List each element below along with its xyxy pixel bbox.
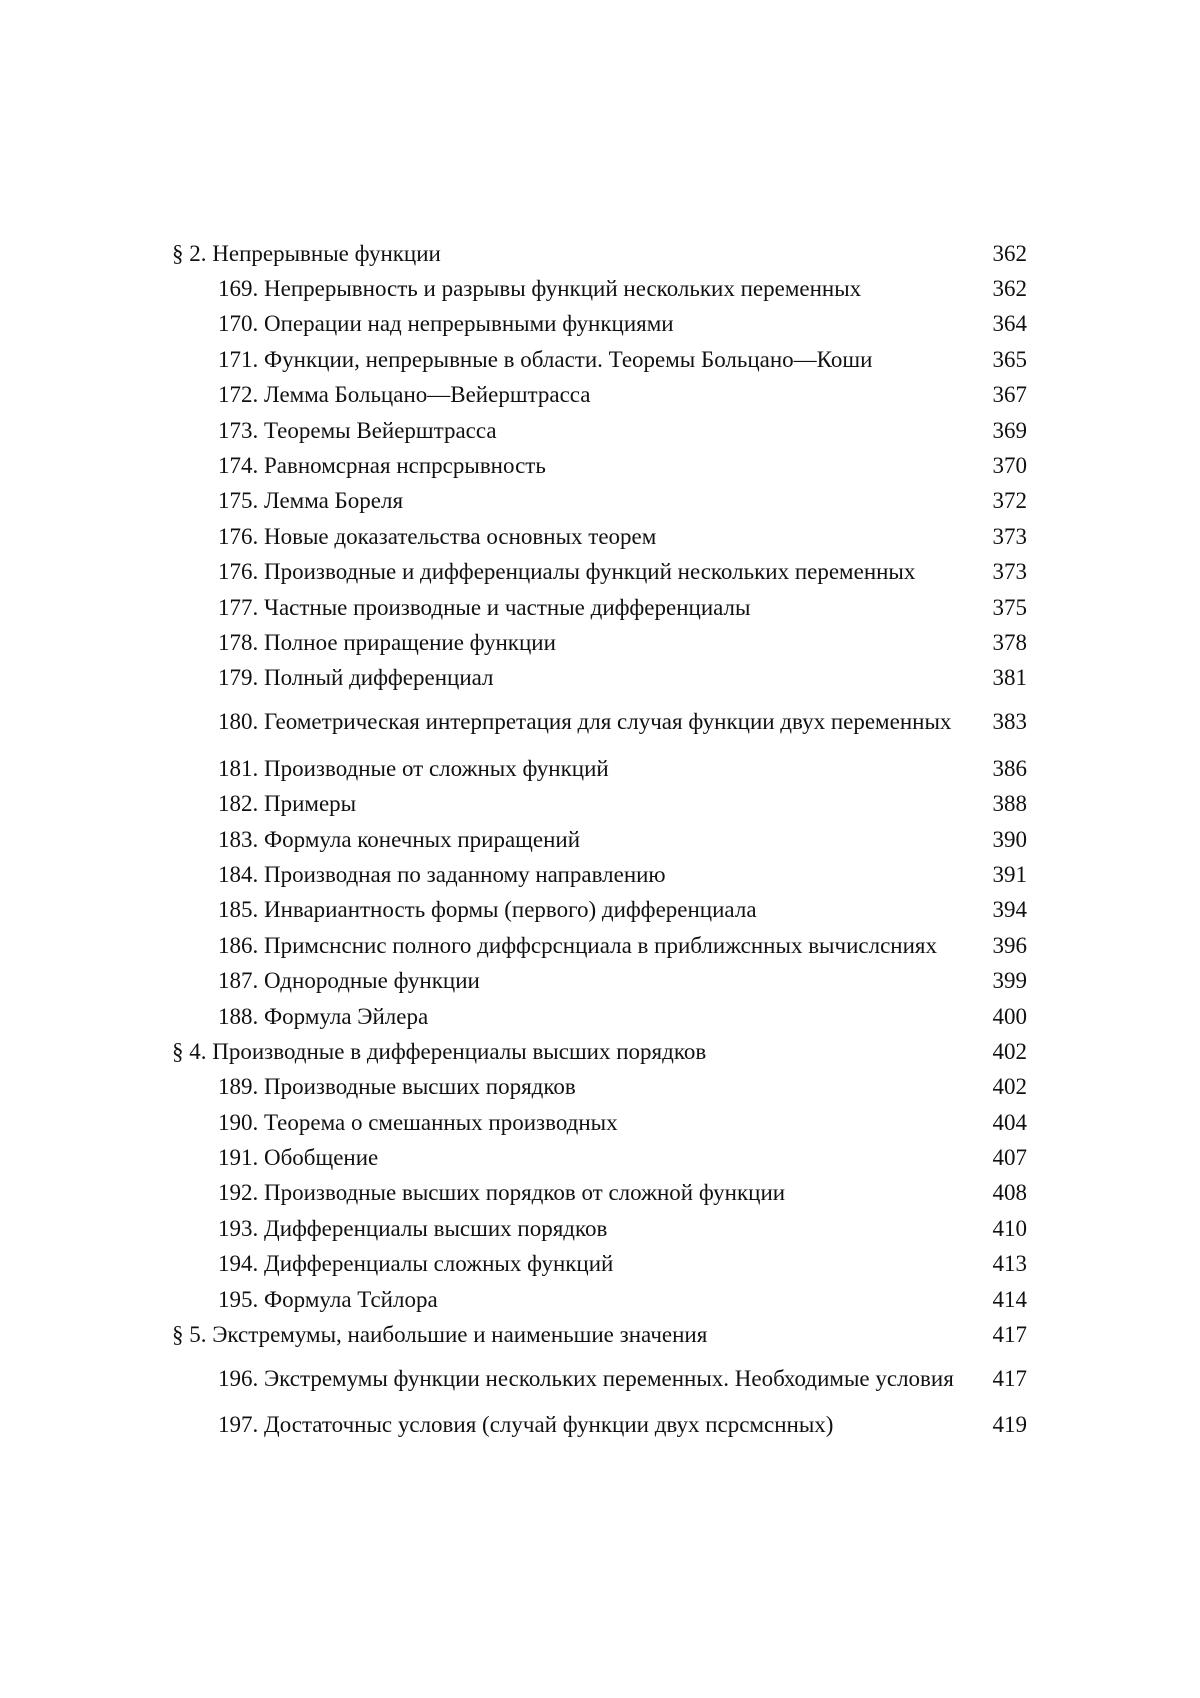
toc-section-row bbox=[172, 236, 1027, 271]
toc-entry-title: Функции, непрерывные в области. Теоремы Больцано—Коши bbox=[264, 346, 873, 372]
toc-entry-text bbox=[218, 594, 983, 622]
toc-entry-title: Частные производные и частные дифференциалы bbox=[264, 594, 751, 620]
toc-entry-row bbox=[172, 1353, 1027, 1405]
toc-entry-title: Достаточныс условия (случай функции двух псрсмснных) bbox=[264, 1412, 834, 1438]
toc-entry-number: 180. bbox=[218, 709, 264, 735]
toc-page-number: 372 bbox=[992, 488, 1027, 514]
toc-entry-number: § 4. bbox=[172, 1038, 213, 1064]
toc-entry-row bbox=[172, 1176, 1027, 1211]
toc-entry-row bbox=[172, 661, 1027, 696]
toc-entry-text bbox=[218, 487, 983, 515]
toc-entry-text bbox=[218, 967, 983, 995]
toc-entry-row bbox=[172, 307, 1027, 342]
toc-entry-title: Производные высших порядков bbox=[264, 1074, 576, 1100]
toc-page-number: 402 bbox=[992, 1038, 1027, 1064]
toc-entry-title: Дифференциалы сложных функций bbox=[264, 1251, 614, 1277]
toc-entry-text bbox=[218, 1144, 983, 1172]
toc-entry-row bbox=[172, 378, 1027, 413]
toc-page-number: 375 bbox=[992, 594, 1027, 620]
toc-entry-row bbox=[172, 413, 1027, 448]
toc-entry-number: 184. bbox=[218, 861, 264, 887]
toc-page-number: 386 bbox=[992, 755, 1027, 781]
toc-entry-number: 188. bbox=[218, 1003, 264, 1029]
toc-entry-row bbox=[172, 751, 1027, 786]
toc-entry-title: Экстремумы функции нескольких переменных. Необходимые условия bbox=[264, 1365, 954, 1391]
toc-entry-row bbox=[172, 271, 1027, 306]
toc-entry-number: 191. bbox=[218, 1145, 264, 1171]
toc-entry-number: 170. bbox=[218, 311, 264, 337]
toc-entry-text bbox=[218, 1411, 983, 1439]
toc-entry-text bbox=[218, 310, 983, 338]
toc-entry-title: Непрерывность и разрывы функций нескольких переменных bbox=[264, 276, 862, 302]
toc-entry-row bbox=[172, 786, 1027, 821]
toc-entry-number: 194. bbox=[218, 1251, 264, 1277]
toc-page-number: 404 bbox=[992, 1109, 1027, 1135]
toc-entry-text bbox=[172, 1321, 983, 1349]
toc-page-number: 381 bbox=[992, 665, 1027, 691]
toc-entry-title: Производные и дифференциалы функций нескольких переменных bbox=[264, 559, 916, 585]
toc-entry-row bbox=[172, 1211, 1027, 1246]
toc-entry-text bbox=[218, 1003, 983, 1031]
toc-entry-text bbox=[218, 1109, 983, 1137]
toc-entry-title: Производная по заданному направлению bbox=[264, 861, 666, 887]
toc-page-number: 417 bbox=[992, 1322, 1027, 1348]
toc-entry-title: Непрерывные функции bbox=[212, 240, 441, 266]
table-of-contents bbox=[172, 236, 1027, 1443]
toc-entry-title: Производные высших порядков от сложной функции bbox=[264, 1180, 786, 1206]
toc-page-number: 364 bbox=[992, 311, 1027, 337]
toc-entry-text bbox=[218, 709, 983, 735]
toc-entry-number: 182. bbox=[218, 791, 264, 817]
toc-entry-text bbox=[218, 417, 983, 445]
toc-page-number: 373 bbox=[992, 523, 1027, 549]
toc-entry-number: 173. bbox=[218, 417, 264, 443]
toc-entry-row bbox=[172, 555, 1027, 590]
toc-entry-text bbox=[218, 346, 983, 374]
toc-page-number: 408 bbox=[992, 1180, 1027, 1206]
toc-entry-title: Формула конечных приращений bbox=[264, 826, 581, 852]
toc-entry-row bbox=[172, 448, 1027, 483]
toc-page-number: 362 bbox=[992, 276, 1027, 302]
toc-entry-row bbox=[172, 625, 1027, 660]
toc-entry-title: Формула Тсйлора bbox=[264, 1286, 438, 1312]
toc-entry-title: Примснснис полного диффсрснциала в приближснных вычислсниях bbox=[264, 932, 937, 958]
toc-entry-number: 185. bbox=[218, 897, 264, 923]
toc-entry-number: 183. bbox=[218, 826, 264, 852]
toc-page-number: 390 bbox=[992, 826, 1027, 852]
toc-page-number: 383 bbox=[992, 709, 1027, 735]
toc-page-number: 413 bbox=[992, 1251, 1027, 1277]
toc-entry-title: Экстремумы, наибольшие и наименьшие значения bbox=[212, 1322, 708, 1348]
toc-section-row bbox=[172, 1317, 1027, 1352]
toc-entry-title: Полный дифференциал bbox=[264, 665, 494, 691]
toc-entry-number: 172. bbox=[218, 382, 264, 408]
toc-entry-row bbox=[172, 822, 1027, 857]
toc-entry-text bbox=[218, 629, 983, 657]
toc-entry-row bbox=[172, 928, 1027, 963]
toc-page-number: 388 bbox=[992, 791, 1027, 817]
toc-page-number: 365 bbox=[992, 346, 1027, 372]
toc-entry-row bbox=[172, 1105, 1027, 1140]
toc-page-number: 400 bbox=[992, 1003, 1027, 1029]
toc-entry-title: Полное приращение функции bbox=[264, 629, 556, 655]
toc-entry-text bbox=[172, 1038, 983, 1066]
toc-entry-number: 197. bbox=[218, 1412, 264, 1438]
toc-entry-title: Примеры bbox=[264, 791, 357, 817]
toc-entry-text bbox=[172, 240, 983, 268]
toc-page-number: 396 bbox=[992, 932, 1027, 958]
toc-entry-text bbox=[218, 826, 983, 854]
toc-page-number: 378 bbox=[992, 629, 1027, 655]
toc-entry-number: 181. bbox=[218, 755, 264, 781]
toc-entry-text bbox=[218, 1366, 983, 1392]
toc-entry-title: Новые доказательства основных теорем bbox=[264, 523, 657, 549]
toc-entry-text bbox=[218, 381, 983, 409]
toc-entry-row bbox=[172, 1408, 1027, 1443]
toc-entry-row bbox=[172, 696, 1027, 748]
toc-entry-number: 177. bbox=[218, 594, 264, 620]
toc-entry-text bbox=[218, 664, 983, 692]
toc-entry-text bbox=[218, 1250, 983, 1278]
toc-section-row bbox=[172, 1034, 1027, 1069]
toc-entry-title: Дифференциалы высших порядков bbox=[264, 1215, 608, 1241]
toc-entry-title: Формула Эйлера bbox=[264, 1003, 429, 1029]
toc-entry-text bbox=[218, 790, 983, 818]
toc-page-number: 414 bbox=[992, 1286, 1027, 1312]
toc-entry-title: Однородные функции bbox=[264, 968, 480, 994]
toc-entry-text bbox=[218, 755, 983, 783]
toc-page-number: 399 bbox=[992, 968, 1027, 994]
toc-entry-title: Лемма Больцано—Вейерштрасса bbox=[264, 382, 591, 408]
toc-page-number: 370 bbox=[992, 453, 1027, 479]
toc-entry-row bbox=[172, 519, 1027, 554]
toc-page-number: 394 bbox=[992, 897, 1027, 923]
toc-entry-row bbox=[172, 893, 1027, 928]
toc-entry-text bbox=[218, 1073, 983, 1101]
toc-entry-title: Геометрическая интерпретация для случая функции двух переменных bbox=[264, 709, 952, 735]
toc-entry-number: 171. bbox=[218, 346, 264, 372]
toc-entry-row bbox=[172, 590, 1027, 625]
toc-page-number: 407 bbox=[992, 1145, 1027, 1171]
toc-entry-row bbox=[172, 963, 1027, 998]
toc-entry-title: Теоремы Вейерштрасса bbox=[264, 417, 497, 443]
toc-entry-title: Производные в дифференциалы высших порядков bbox=[212, 1038, 707, 1064]
toc-entry-text bbox=[218, 1215, 983, 1243]
toc-entry-number: 169. bbox=[218, 276, 264, 302]
toc-entry-text bbox=[218, 861, 983, 889]
toc-entry-text bbox=[218, 1286, 983, 1314]
toc-entry-text bbox=[218, 452, 983, 480]
toc-entry-number: 187. bbox=[218, 968, 264, 994]
toc-entry-text bbox=[218, 1179, 983, 1207]
toc-entry-number: 196. bbox=[218, 1365, 264, 1391]
toc-entry-text bbox=[218, 275, 983, 303]
toc-entry-row bbox=[172, 857, 1027, 892]
toc-entry-number: 195. bbox=[218, 1286, 264, 1312]
toc-entry-title: Равномсрная нспрсрывность bbox=[264, 453, 546, 479]
toc-entry-number: 190. bbox=[218, 1109, 264, 1135]
toc-entry-number: 179. bbox=[218, 665, 264, 691]
toc-entry-number: § 2. bbox=[172, 240, 213, 266]
toc-entry-title: Операции над непрерывными функциями bbox=[264, 311, 674, 337]
toc-page-number: 391 bbox=[992, 861, 1027, 887]
toc-entry-number: § 5. bbox=[172, 1322, 213, 1348]
toc-page-number: 362 bbox=[992, 240, 1027, 266]
toc-page-number: 419 bbox=[992, 1412, 1027, 1438]
toc-entry-number: 193. bbox=[218, 1215, 264, 1241]
toc-page-number: 410 bbox=[992, 1215, 1027, 1241]
toc-entry-number: 176. bbox=[218, 559, 264, 585]
toc-entry-row bbox=[172, 999, 1027, 1034]
toc-entry-row bbox=[172, 1247, 1027, 1282]
toc-entry-text bbox=[218, 896, 983, 924]
toc-entry-number: 186. bbox=[218, 932, 264, 958]
toc-page-number: 417 bbox=[992, 1365, 1027, 1391]
toc-entry-number: 176. bbox=[218, 523, 264, 549]
toc-entry-title: Обобщение bbox=[264, 1145, 379, 1171]
toc-entry-row bbox=[172, 1070, 1027, 1105]
toc-entry-text bbox=[218, 932, 983, 960]
toc-entry-text bbox=[218, 523, 983, 551]
toc-entry-row bbox=[172, 342, 1027, 377]
toc-page-number: 402 bbox=[992, 1074, 1027, 1100]
toc-entry-title: Инвариантность формы (первого) дифференциала bbox=[264, 897, 757, 923]
toc-entry-text bbox=[218, 558, 983, 586]
toc-entry-number: 178. bbox=[218, 629, 264, 655]
toc-entry-number: 189. bbox=[218, 1074, 264, 1100]
toc-page-number: 367 bbox=[992, 382, 1027, 408]
toc-page-number: 373 bbox=[992, 559, 1027, 585]
toc-entry-row bbox=[172, 484, 1027, 519]
toc-entry-title: Производные от сложных функций bbox=[264, 755, 609, 781]
toc-entry-number: 174. bbox=[218, 453, 264, 479]
toc-entry-title: Теорема о смешанных производных bbox=[264, 1109, 618, 1135]
toc-entry-title: Лемма Бореля bbox=[264, 488, 404, 514]
toc-entry-number: 192. bbox=[218, 1180, 264, 1206]
toc-entry-row bbox=[172, 1282, 1027, 1317]
toc-page-number: 369 bbox=[992, 417, 1027, 443]
toc-entry-row bbox=[172, 1140, 1027, 1175]
toc-entry-number: 175. bbox=[218, 488, 264, 514]
